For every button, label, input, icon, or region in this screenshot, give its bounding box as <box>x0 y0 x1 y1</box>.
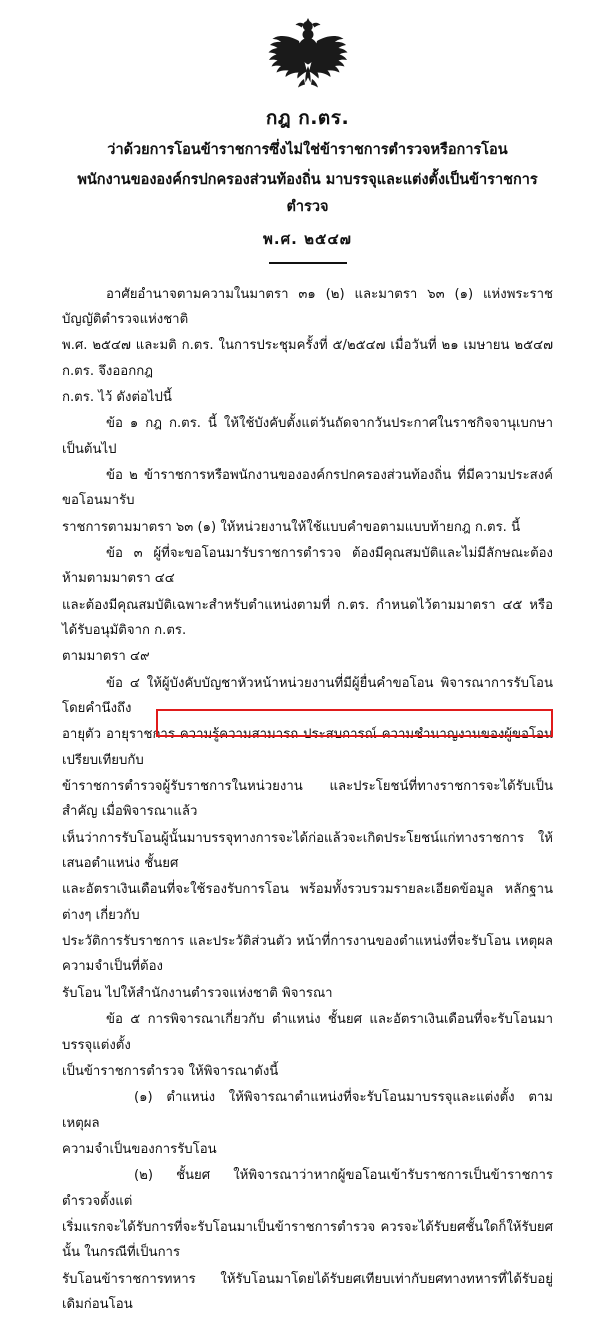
clause-5-sub-1: (๑) ตำแหน่ง ให้พิจารณาตำแหน่งที่จะรับโอนมาบรรจุและแต่งตั้ง ตามเหตุผล <box>62 1090 553 1131</box>
garuda-emblem <box>256 18 360 90</box>
title-divider <box>269 262 347 264</box>
clause-5-line-2: เป็นข้าราชการตำรวจ ให้พิจารณาดังนี้ <box>62 1063 279 1079</box>
clause-4-line-3: ข้าราชการตำรวจผู้รับราชการในหน่วยงาน และประโยชน์ที่ทางราชการจะได้รับเป็นสำคัญ เมื่อพิจารณาแล้ว <box>62 779 553 820</box>
title-block <box>62 104 553 264</box>
clause-4-line-2: อายุตัว อายุราชการ ความรู้ความสามารถ ประสบการณ์ ความชำนาญงานของผู้ขอโอนเปรียบเทียบกับ <box>62 727 553 768</box>
clause-5-sub-2-cont-2: รับโอนข้าราชการทหาร ให้รับโอนมาโดยได้รับยศเทียบเท่ากับยศทางทหารที่ได้รับอยู่เดิมก่อนโอน <box>62 1271 553 1312</box>
clause-1: ข้อ ๑ กฎ ก.ตร. นี้ ให้ใช้บังคับตั้งแต่วันถัดจากวันประกาศในราชกิจจานุเบกษา เป็นต้นไป <box>62 416 553 457</box>
clause-4-line-4: เห็นว่าการรับโอนผู้นั้นมาบรรจุทางการจะได้ก่อแล้วจะเกิดประโยชน์แก่ทางราชการ ให้เสนอตำแหน่ง ชั้นยศ <box>62 830 553 872</box>
doc-subtitle-line-2: พนักงานขององค์กรปกครองส่วนท้องถิ่น มาบรรจุและแต่งตั้งเป็นข้าราชการตำรวจ <box>77 172 538 216</box>
clause-4-line-7: รับโอน ไปให้สำนักงานตำรวจแห่งชาติ พิจารณา <box>62 985 333 1001</box>
clause-5-line-1: ข้อ ๕ การพิจารณาเกี่ยวกับ ตำแหน่ง ชั้นยศ และอัตราเงินเดือนที่จะรับโอนมาบรรจุแต่งตั้ง <box>62 1012 553 1053</box>
emblem-container <box>62 0 553 96</box>
preamble-3: ก.ตร. ไว้ ดังต่อไปนี้ <box>62 389 172 405</box>
document-body <box>62 282 553 1317</box>
preamble-1: อาศัยอำนาจตามความในมาตรา ๓๑ (๒) และมาตรา ๖๓ (๑) แห่งพระราชบัญญัติตำรวจแห่งชาติ <box>62 286 553 327</box>
clause-3-line-3: ตามมาตรา ๔๙ <box>62 649 150 665</box>
clause-5-sub-1-cont: ความจำเป็นของการรับโอน <box>62 1141 217 1157</box>
clause-2-line-2: ราชการตามมาตรา ๖๓ (๑) ให้หน่วยงานให้ใช้แบบคำขอตามแบบท้ายกฎ ก.ตร. นี้ <box>62 519 521 535</box>
clause-5-sub-2-cont-1: เริ่มแรกจะได้รับการที่จะรับโอนมาเป็นข้าราชการตำรวจ ควรจะได้รับยศชั้นใดก็ให้รับยศนั้น ในกรณีที่เป็นการ <box>62 1219 553 1261</box>
clause-4-line-1: ข้อ ๔ ให้ผู้บังคับบัญชาหัวหน้าหน่วยงานที่มีผู้ยื่นคำขอโอน พิจารณาการรับโอนโดยคำนึงถึง <box>62 675 553 717</box>
page-title: กฎ ก.ตร. <box>265 107 350 129</box>
preamble-2: พ.ศ. ๒๕๔๗ และมติ ก.ตร. ในการประชุมครั้งที่ ๕/๒๕๔๗ เมื่อวันที่ ๒๑ เมษายน ๒๕๔๗ ก.ตร. จึงออกกฎ <box>62 338 553 379</box>
doc-year: พ.ศ. ๒๕๔๗ <box>263 229 352 248</box>
doc-subtitle-line-1: ว่าด้วยการโอนข้าราชการซึ่งไม่ใช่ข้าราชการตำรวจหรือการโอน <box>107 141 508 158</box>
clause-4-line-6: ประวัติการรับราชการ และประวัติส่วนตัว หน้าที่การงานของตำแหน่งที่จะรับโอน เหตุผลความจำเป็นที่ต้อง <box>62 934 553 975</box>
clause-5-sub-2: (๒) ชั้นยศ ให้พิจารณาว่าหากผู้ขอโอนเข้ารับราชการเป็นข้าราชการตำรวจตั้งแต่ <box>62 1168 553 1209</box>
clause-4-line-5: และอัตราเงินเดือนที่จะใช้รองรับการโอน พร้อมทั้งรวบรวมรายละเอียดข้อมูล หลักฐานต่างๆ เกี่ยวกับ <box>62 882 553 923</box>
clause-3-line-2: และต้องมีคุณสมบัติเฉพาะสำหรับตำแหน่งตามที่ ก.ตร. กำหนดไว้ตามมาตรา ๔๕ หรือได้รับอนุมัติจาก ก.ตร. <box>62 597 553 638</box>
clause-2-line-1: ข้อ ๒ ข้าราชการหรือพนักงานขององค์กรปกครองส่วนท้องถิ่น ที่มีความประสงค์ขอโอนมารับ <box>62 467 553 509</box>
clause-3-line-1: ข้อ ๓ ผู้ที่จะขอโอนมารับราชการตำรวจ ต้องมีคุณสมบัติและไม่มีลักษณะต้องห้ามตามมาตรา ๔๔ <box>62 545 553 587</box>
